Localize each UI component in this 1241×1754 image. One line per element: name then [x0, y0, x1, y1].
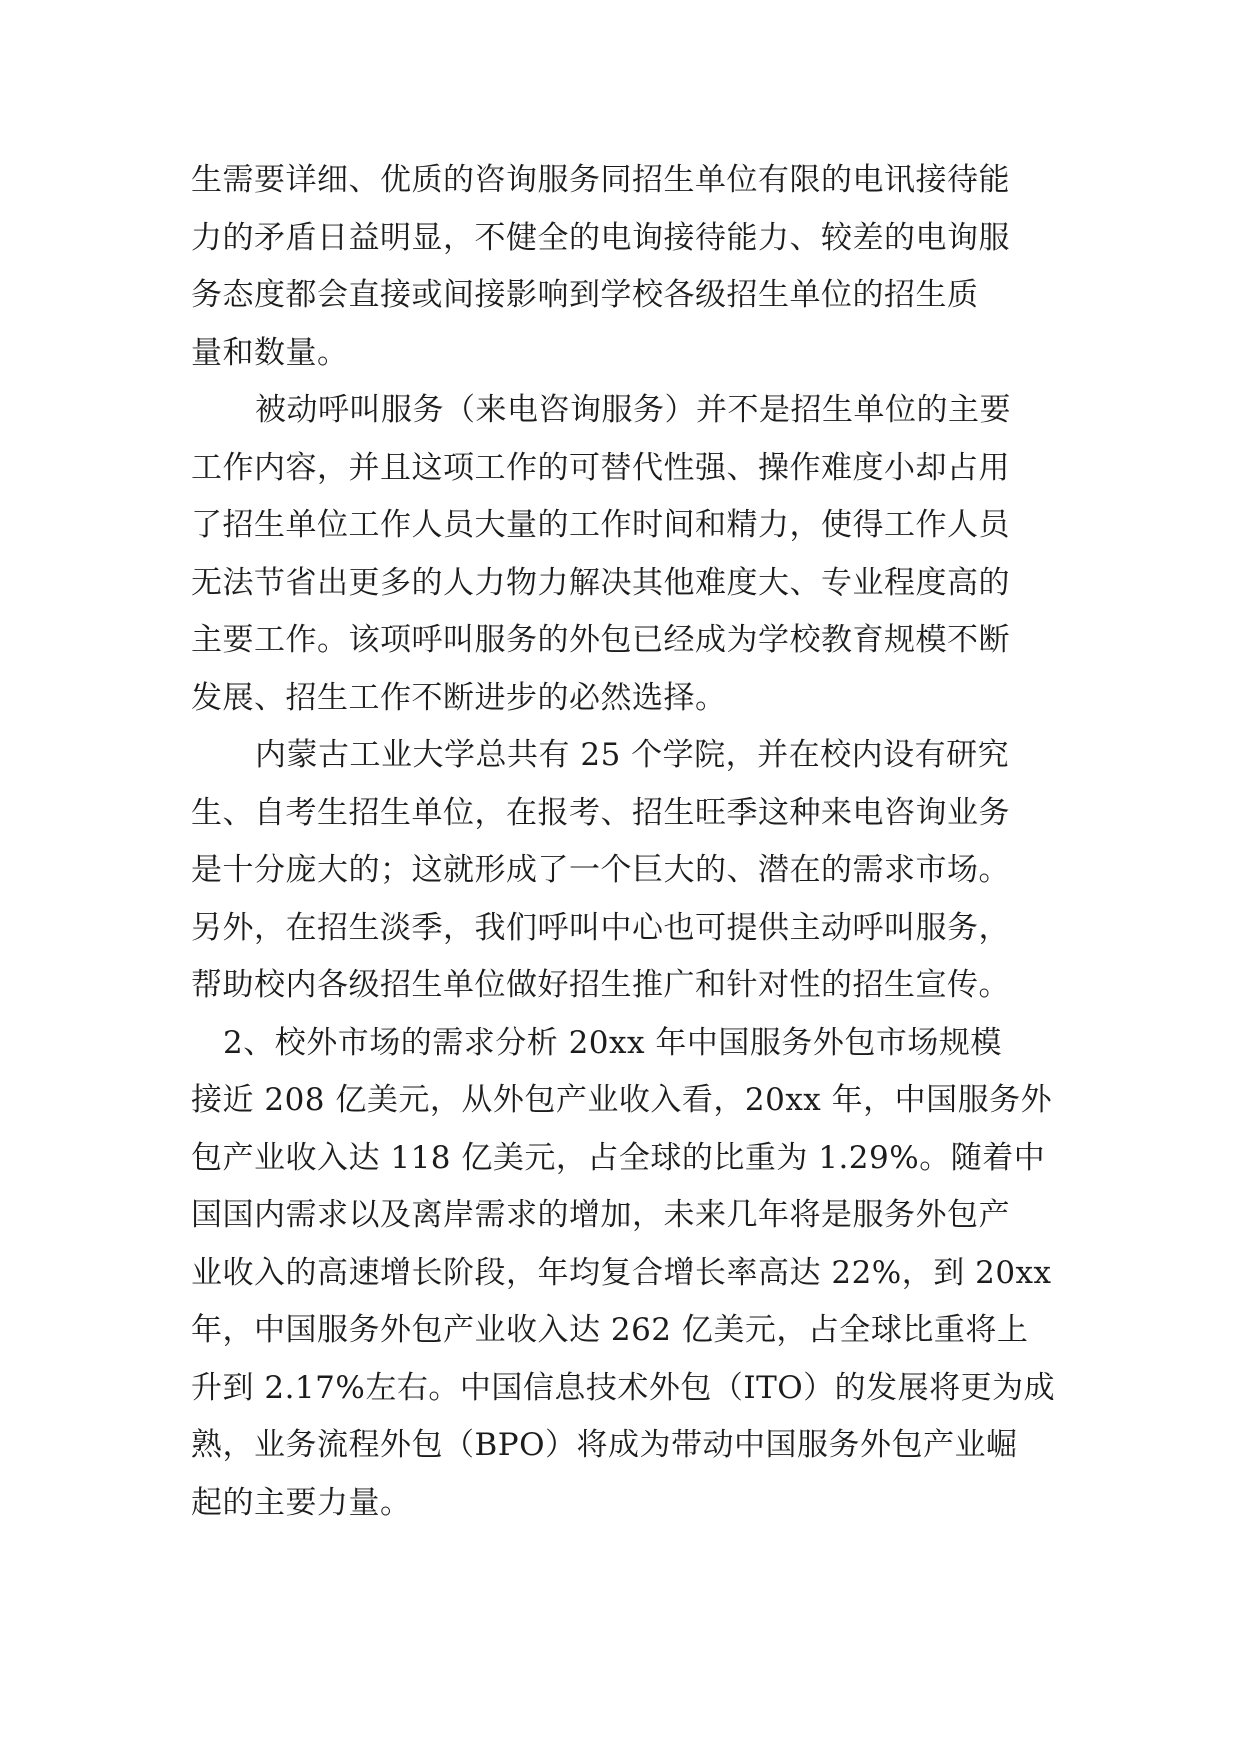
paragraph-1: [191, 152, 1061, 382]
text-line: 量和数量。: [191, 334, 349, 371]
text-line: 国国内需求以及离岸需求的增加，未来几年将是服务外包产: [191, 1197, 1010, 1233]
text-line: 帮助校内各级招生单位做好招生推广和针对性的招生宣传。: [191, 967, 1010, 1003]
text-line: 接近 208 亿美元，从外包产业收入看，20xx 年，中国服务外: [191, 1082, 1053, 1118]
text-line: 另外，在招生淡季，我们呼叫中心也可提供主动呼叫服务，: [191, 909, 1010, 946]
text-line: 无法节省出更多的人力物力解决其他难度大、专业程度高的: [191, 564, 1010, 601]
text-line: 年，中国服务外包产业收入达 262 亿美元，占全球比重将上: [191, 1312, 1029, 1348]
text-line: 主要工作。该项呼叫服务的外包已经成为学校教育规模不断: [191, 622, 1010, 658]
document-body: [191, 152, 1061, 1532]
paragraph-3: [191, 727, 1061, 1015]
text-line: 生需要详细、优质的咨询服务同招生单位有限的电讯接待能: [191, 162, 1010, 198]
text-line: 2、校外市场的需求分析 20xx 年中国服务外包市场规模: [223, 1024, 1002, 1061]
text-line: 被动呼叫服务（来电咨询服务）并不是招生单位的主要: [255, 392, 1011, 428]
text-line: 工作内容，并且这项工作的可替代性强、操作难度小却占用: [191, 449, 1010, 486]
text-line: 内蒙古工业大学总共有 25 个学院，并在校内设有研究: [255, 737, 1010, 773]
text-line: 务态度都会直接或间接影响到学校各级招生单位的招生质: [191, 277, 979, 313]
text-line: 了招生单位工作人员大量的工作时间和精力，使得工作人员: [191, 507, 1010, 543]
paragraph-2: [191, 382, 1061, 727]
text-line: 包产业收入达 118 亿美元，占全球的比重为 1.29%。随着中: [191, 1139, 1046, 1176]
text-line: 是十分庞大的；这就形成了一个巨大的、潜在的需求市场。: [191, 852, 1010, 888]
text-line: 业收入的高速增长阶段，年均复合增长率高达 22%，到 20xx: [191, 1254, 1052, 1291]
text-line: 升到 2.17%左右。中国信息技术外包（ITO）的发展将更为成: [191, 1369, 1056, 1406]
text-line: 生、自考生招生单位，在报考、招生旺季这种来电咨询业务: [191, 794, 1010, 831]
text-line: 力的矛盾日益明显，不健全的电询接待能力、较差的电询服: [191, 219, 1010, 256]
text-line: 起的主要力量。: [191, 1484, 412, 1521]
paragraph-4: [191, 1015, 1061, 1533]
text-line: 熟，业务流程外包（BPO）将成为带动中国服务外包产业崛: [191, 1427, 1018, 1463]
text-line: 发展、招生工作不断进步的必然选择。: [191, 679, 727, 716]
